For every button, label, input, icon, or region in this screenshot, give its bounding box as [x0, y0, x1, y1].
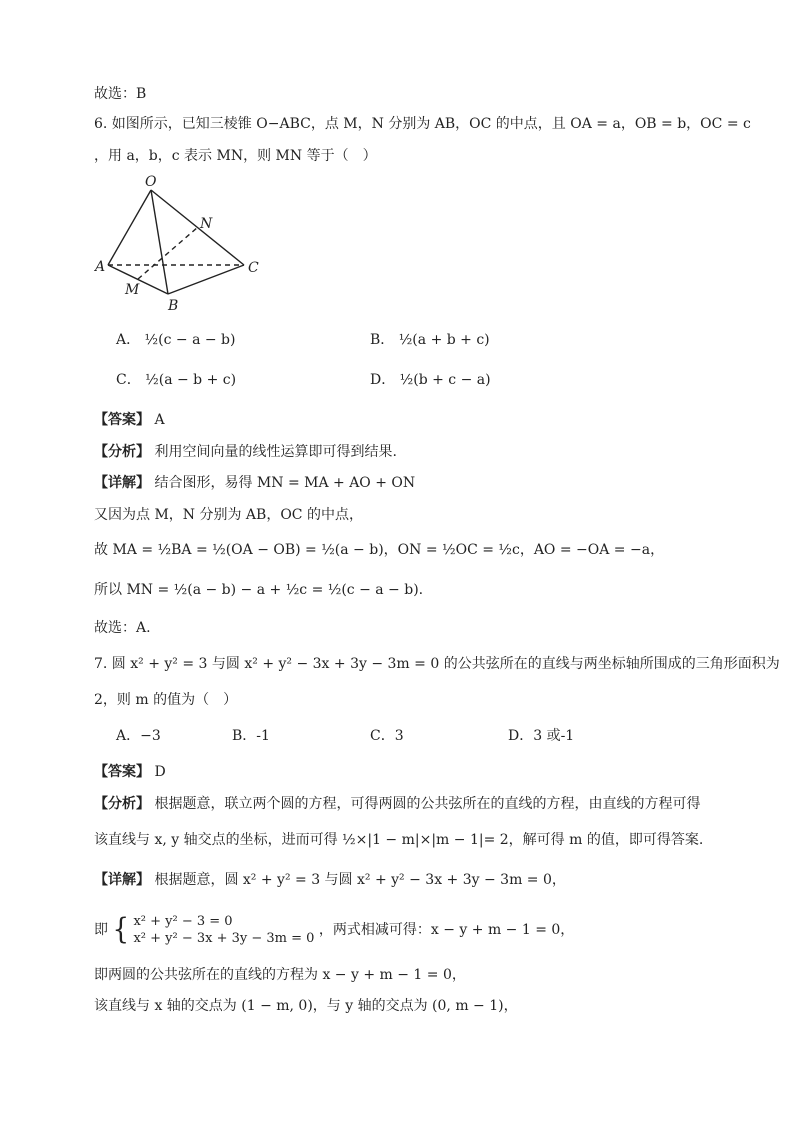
- detail-6-line: [94, 473, 415, 493]
- answer-value: D: [154, 764, 166, 780]
- system-suffix: ，两式相减可得：x − y + m − 1 = 0，: [318, 922, 575, 938]
- edge-OB: [151, 190, 168, 294]
- q6-option-b: B． ½(a + b + c): [370, 332, 490, 348]
- label-N: N: [200, 216, 213, 232]
- analysis-tag: 【分析】: [94, 444, 150, 460]
- tetrahedron-figure: [88, 172, 278, 312]
- edge-BC: [168, 265, 244, 294]
- detail-7-line-c: 即两圆的公共弦所在的直线的方程为 x − y + m − 1 = 0，: [94, 967, 466, 983]
- detail-text: 根据题意，圆 x² + y² = 3 与圆 x² + y² − 3x + 3y − 3m = 0，: [154, 872, 566, 888]
- edge-OA: [108, 190, 151, 265]
- answer-tag: 【答案】: [94, 412, 150, 428]
- label-C: C: [248, 260, 259, 276]
- system-eq-1: x² + y² − 3 = 0: [133, 914, 233, 929]
- question-7-stem: 7. 圆 x² + y² = 3 与圆 x² + y² − 3x + 3y − 3m = 0 的公共弦所在的直线与两坐标轴所围成的三角形面积为: [94, 656, 780, 672]
- label-A: A: [95, 259, 106, 275]
- equation-system: [133, 913, 314, 947]
- system-eq-2: x² + y² − 3x + 3y − 3m = 0: [133, 931, 315, 946]
- label-B: B: [168, 298, 179, 312]
- analysis-text: 利用空间向量的线性运算即可得到结果.: [154, 444, 397, 460]
- analysis-7-line: [94, 794, 700, 814]
- text-line: 故选：B: [94, 86, 147, 102]
- brace-icon: {: [112, 913, 129, 947]
- answer-value: A: [154, 412, 165, 428]
- q6-option-c: C． ½(a − b + c): [116, 372, 237, 388]
- question-6-stem-cont: ，用 a，b，c 表示 MN，则 MN 等于（ ）: [94, 148, 377, 164]
- analysis-text: 根据题意，联立两个圆的方程，可得两圆的公共弦所在的直线的方程，由直线的方程可得: [154, 796, 701, 812]
- system-prefix: 即: [94, 922, 108, 938]
- question-7-stem-cont: 2，则 m 的值为（ ）: [94, 692, 238, 708]
- answer-7-line: [94, 762, 166, 782]
- detail-tag: 【详解】: [94, 872, 150, 888]
- analysis-7-line-b: 该直线与 x, y 轴交点的坐标，进而可得 ½×|1 − m|×|m − 1|= 2，解可得 m 的值，即可得答案.: [94, 832, 704, 848]
- segment-MN-hidden: [138, 227, 198, 279]
- detail-6-line-b: 又因为点 M，N 分别为 AB，OC 的中点，: [94, 507, 363, 523]
- detail-6-line-c: 故 MA = ½BA = ½(OA − OB) = ½(a − b)，ON = ½OC = ½c，AO = −OA = −a，: [94, 542, 665, 558]
- q7-option-c: C．3: [370, 728, 404, 744]
- edge-OC: [151, 190, 244, 265]
- detail-7-line-d: 该直线与 x 轴的交点为 (1 − m, 0)，与 y 轴的交点为 (0, m − 1)，: [94, 998, 518, 1014]
- q7-option-d: D．3 或-1: [508, 728, 575, 744]
- detail-tag: 【详解】: [94, 475, 150, 491]
- answer-tag: 【答案】: [94, 764, 150, 780]
- q7-option-b: B．-1: [232, 728, 270, 744]
- label-O: O: [145, 174, 157, 190]
- label-M: M: [125, 282, 140, 298]
- analysis-tag: 【分析】: [94, 796, 150, 812]
- detail-7-system: [94, 910, 574, 950]
- question-6-stem: 6. 如图所示，已知三棱锥 O−ABC，点 M，N 分别为 AB，OC 的中点，且 OA = a，OB = b，OC = c: [94, 116, 751, 132]
- answer-6-line: [94, 410, 165, 430]
- detail-6-line-d: 所以 MN = ½(a − b) − a + ½c = ½(c − a − b).: [94, 582, 424, 598]
- q6-option-d: D． ½(b + c − a): [370, 372, 491, 388]
- q7-option-a: A．−3: [116, 728, 161, 744]
- detail-text: 结合图形，易得 MN = MA + AO + ON: [154, 475, 416, 491]
- q6-option-a: A． ½(c − a − b): [116, 332, 236, 348]
- analysis-6-line: [94, 442, 397, 462]
- detail-7-line: [94, 870, 566, 890]
- select-line: 故选：A.: [94, 620, 151, 636]
